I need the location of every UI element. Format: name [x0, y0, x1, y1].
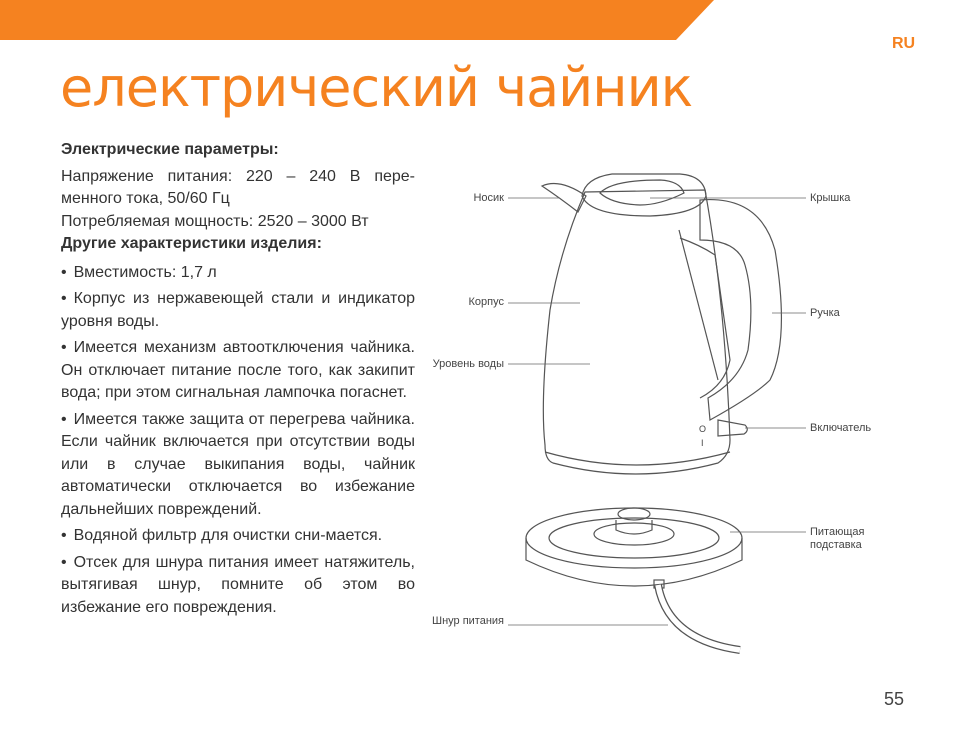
list-item: • Имеется также защита от перегрева чайника. Если чайник включается при отсутствии воды или в случае выкипания воды, чайник автоматически отключается во избежание дальнейших повреждений. — [61, 410, 415, 518]
label-cord: Шнур питания — [431, 615, 504, 627]
page-number: 55 — [884, 689, 905, 709]
base-top — [526, 508, 742, 568]
label-base: Питающая подставка — [810, 526, 865, 551]
list-item: • Отсек для шнура питания имеет натяжитель, вытягивая шнур, помните об этом во избежание его повреждения. — [61, 553, 415, 616]
other-specs-heading: Другие характеристики изделия: — [61, 235, 322, 252]
voltage-text: Напряжение питания: 220 – 240 В пере-менного тока, 50/60 Гц — [61, 167, 415, 207]
language-code: RU — [892, 35, 916, 52]
power-text: Потребляемая мощность: 2520 – 3000 Вт — [61, 212, 369, 230]
label-handle: Ручка — [810, 307, 840, 319]
list-item: • Корпус из нержавеющей стали и индикатор уровня воды. — [61, 290, 415, 330]
switch-lever — [718, 420, 747, 436]
label-water-level: Уровень воды — [432, 358, 504, 370]
label-body: Корпус — [468, 296, 504, 308]
specs-list — [61, 262, 415, 620]
list-item: • Вместимость: 1,7 л — [61, 263, 217, 281]
electrical-params-heading: Электрические параметры: — [61, 141, 279, 158]
page-title: електрический чайник — [60, 56, 693, 119]
orange-banner — [0, 0, 954, 42]
label-switch: Включатель — [810, 422, 872, 434]
list-item: • Водяной фильтр для очистки сни-мается. — [61, 527, 383, 544]
kettle-diagram — [440, 160, 880, 660]
switch-mark-on: I — [701, 438, 704, 448]
specs-column — [61, 139, 415, 623]
switch-mark-off: O — [699, 424, 707, 434]
label-spout: Носик — [473, 192, 504, 204]
label-lid: Крышка — [810, 192, 851, 204]
list-item: • Имеется механизм автоотключения чайника. Он отключает питание после того, как закипит вода; при этом сигнальная лампочка погаснет. — [61, 339, 415, 401]
